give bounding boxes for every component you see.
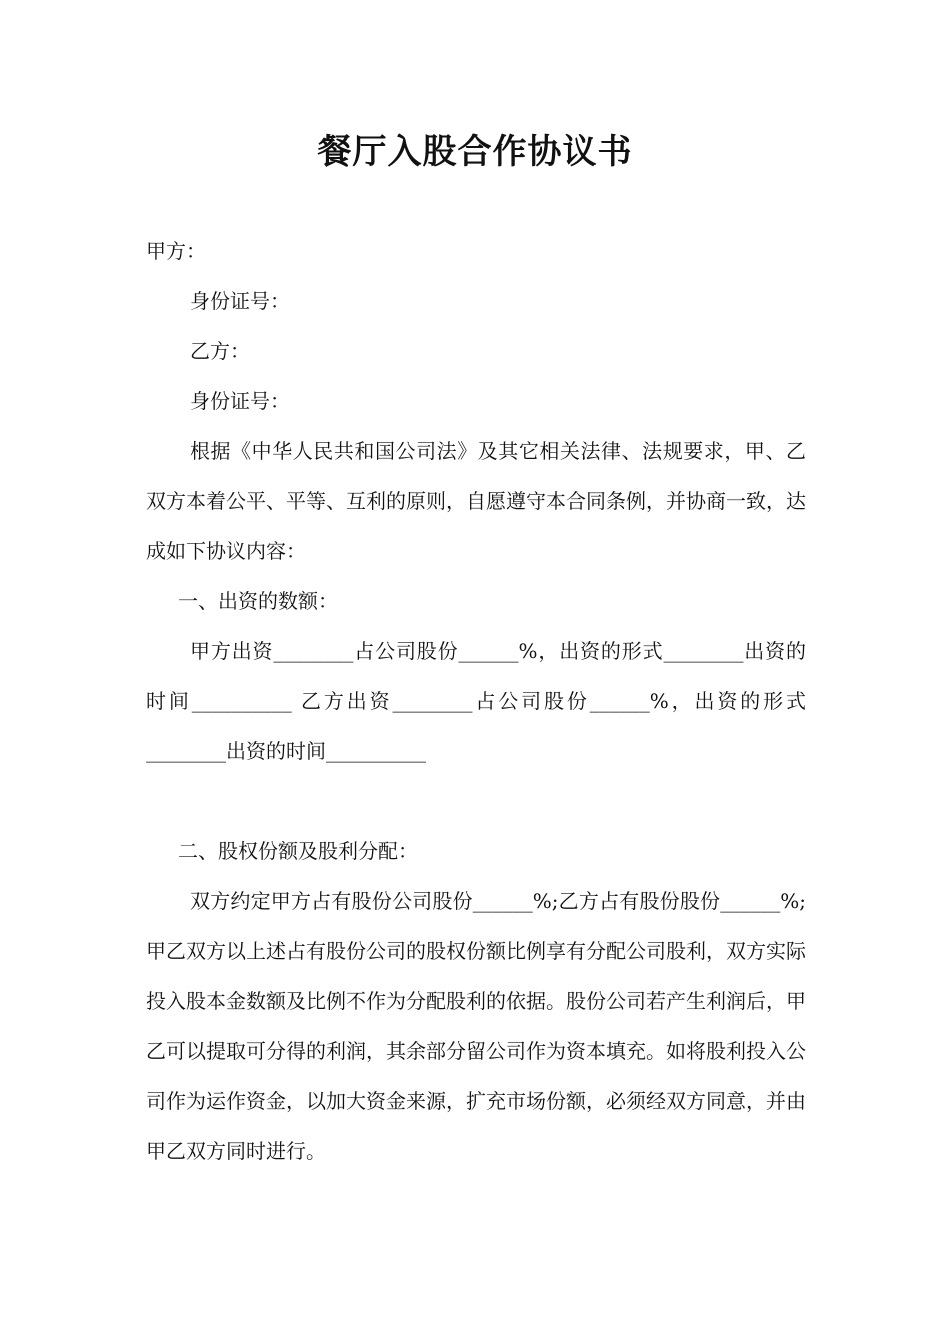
party-a-label: 甲方： <box>146 239 206 263</box>
party-b-id-label: 身份证号： <box>190 389 290 413</box>
party-b-label: 乙方： <box>190 339 250 363</box>
document-body <box>146 226 806 1176</box>
section-spacer <box>146 776 806 826</box>
document-title: 餐厅入股合作协议书 <box>317 132 633 172</box>
section2-heading: 二、股权份额及股利分配： <box>178 839 418 863</box>
section1-paragraph: 甲方出资________占公司股份______%，出资的形式________出资的时间__________ 乙方出资________占公司股份______%，出资的形式________出资的时间__________ <box>146 639 806 763</box>
party-a-id-label: 身份证号： <box>190 289 290 313</box>
preamble-paragraph: 根据《中华人民共和国公司法》及其它相关法律、法规要求，甲、乙双方本着公平、平等、互利的原则，自愿遵守本合同条例，并协商一致，达成如下协议内容： <box>146 439 806 563</box>
section1-heading: 一、出资的数额： <box>178 589 338 613</box>
section2-paragraph: 双方约定甲方占有股份公司股份______%;乙方占有股份股份______%;甲乙双方以上述占有股份公司的股权份额比例享有分配公司股利，双方实际投入股本金数额及比例不作为分配股利的依据。股份公司若产生利润后，甲乙可以提取可分得的利润，其余部分留公司作为资本填充。如将股利投入公司作为运作资金，以加大资金来源，扩充市场份额，必须经双方同意，并由甲乙双方同时进行。 <box>146 889 806 1163</box>
